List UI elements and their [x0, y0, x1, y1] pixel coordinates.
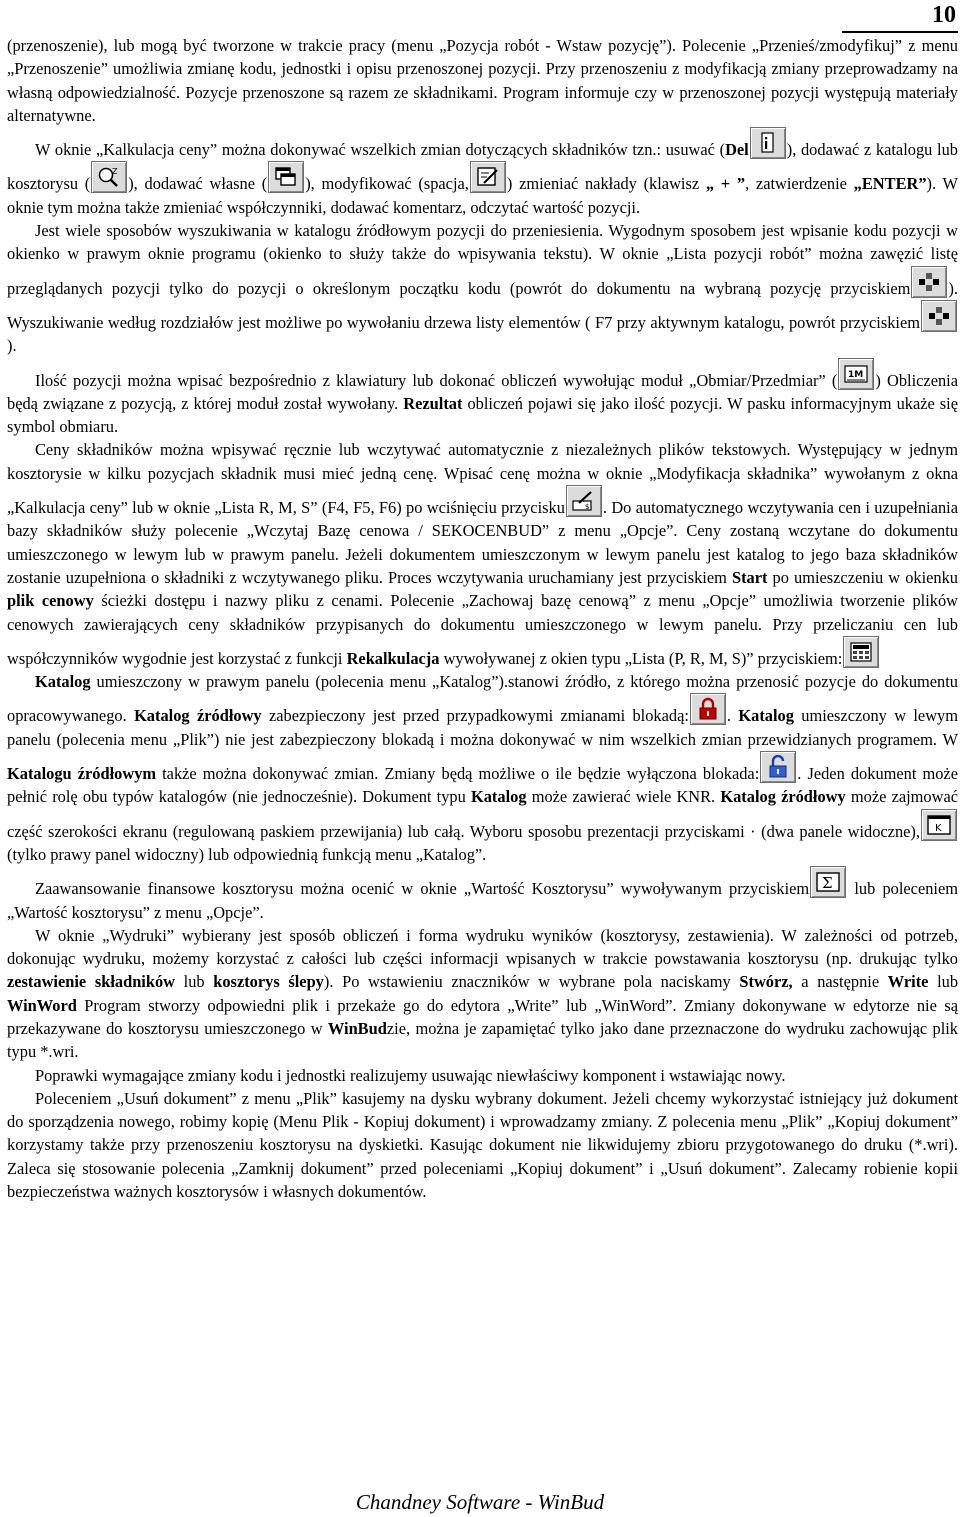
modify-edit-icon — [470, 161, 506, 193]
document-body — [7, 34, 958, 1203]
paragraph-6: Katalog umieszczony w prawym panelu (polecenia menu „Katalog”).stanowi źródło, z którego można przenosić pozycje do dokumentu opracowywanego. Katalog źródłowy zabezpieczony jest przed przypadkowymi zmianami blokadą: . Katalog umieszczony w lewym panelu (polecenia menu „Plik”) nie jest zabezpieczony blokadą i można dokonywać w nim wszelkich zmian przewidzianych programem. W Katalogu źródłowym także można dokonywać zmian. Zmiany będą możliwe o ile będzie wyłączona blokada: . Jeden dokument może pełnić rolę obu typów katalogów (nie jednocześnie). Dokument typu Katalog może zawierać wiele KNR. Katalog źródłowy może zajmować część szerokości ekranu (regulowaną paskiem przewijania) lub całą. Wyboru sposobu prezentacji przyciskami · (dwa panele widoczne), K (tylko prawy panel widoczny) lub odpowiednią funkcją menu „Katalog”. — [7, 672, 959, 864]
paragraph-8: W oknie „Wydruki” wybierany jest sposób obliczeń i forma wydruku wyników (kosztorysy, zestawienia). W zależności od potrzeb, dokonując wydruku, możemy korzystać z całości lub części informacji wpisanych w trakcie powstawania kosztorysu (np. drukując tylko zestawienie składników lub kosztorys ślepy). Po wstawieniu znaczników w wybrane pola naciskamy Stwórz, a następnie Write lub WinWord Program stworzy odpowiedni plik i przekaże go do edytora „Write” lub „WinWord”. Zmiany dokonywane w edytorze nie są przekazywane do kosztorysu umieszczonego w WinBudzie, można je zapamiętać tylko jako dane przeznaczone do wydruku zachowując plik typu *.wri. — [7, 925, 959, 1062]
recalculation-icon — [843, 636, 879, 668]
svg-text:1M: 1M — [848, 369, 864, 380]
sigma-icon — [810, 866, 846, 898]
lock-closed-icon — [690, 693, 726, 725]
svg-text:$: $ — [584, 503, 590, 512]
paragraph-3: Jest wiele sposobów wyszukiwania w katalogu źródłowym pozycji do przeniesienia. Wygodnym sposobem jest wpisanie kodu pozycji w okienko w prawym oknie programu (okienko to służy także do wpisywania tekstu). W oknie „Lista pozycji robót” można zawęzić listę przeglądanych pozycji tylko do pozycji o określonym początku kodu (powrót do dokumentu na wybraną pozycję przyciskiem ). Wyszukiwanie według rozdziałów jest możliwe po wywołaniu drzewa listy elementów ( F7 przy aktywnym katalogu, powrót przyciskiem ). — [7, 221, 958, 356]
paragraph-5: Ceny składników można wpisywać ręcznie lub wczytywać automatycznie z niezależnych plików tekstowych. Występujący w jednym kosztorysie w kilku pozycjach składnik musi mieć jedną cenę. Wpisać cenę można w oknie „Modyfikacja składnika” wywołanym z okna „Kalkulacja ceny” lub w oknie „Lista R, M, S” (F4, F5, F6) po wciśnięciu przycisku $ . Do automatycznego wczytywania cen i uzupełniania bazy składników służy polecenie „Wczytaj Bazę cenowa / SEKOCENBUD” z menu „Opcje”. Ceny zostaną wczytane do dokumentu umieszczonego w lewym lub w prawym panelu. Jeżeli dokumentem umieszczonym w lewym panelu jest katalog to jego baza składników zostanie uzupełniona o składniki z wczytywanego pliku. Proces wczytywania uruchamiany jest przyciskiem Start po umieszczeniu w okienku plik cenowy ścieżki dostępu i nazwy pliku z cenami. Polecenie „Zachowaj bazę cenową” z menu „Opcje” umożliwia tworzenie plików cenowych zawierających ceny składników przypisanych do dokumentu umieszczonego w lewym panelu. Przy przeliczaniu cen lub współczynników wygodnie jest korzystać z funkcji Rekalkulacja wywoływanej z okien typu „Lista (P, R, M, S)” przyciskiem: — [7, 440, 958, 668]
paragraph-2: W oknie „Kalkulacja ceny” można dokonywać wszelkich zmian dotyczących składników tzn.: usuwać (Del ), dodawać z katalogu lub kosztorysu ( Z ), dodawać własne ( ), modyfikować (spacja, ) zmieniać nakłady (klawisz „ + ”, zatwierdzenie „ENTER”). W oknie tym można także zmieniać współczynniki, dodawać komentarz, odczytać wartość pozycji. — [7, 127, 958, 219]
lock-open-icon — [760, 751, 796, 783]
svg-text:Z: Z — [112, 167, 118, 177]
svg-text:K: K — [935, 822, 942, 834]
paragraph-7: Zaawansowanie finansowe kosztorysu można ocenić w oknie „Wartość Kosztorysu” wywoływanym przyciskiem Σ lub poleceniem „Wartość kosztorysu” z menu „Opcje”. — [7, 866, 958, 924]
right-panel-only-icon — [921, 809, 957, 841]
paragraph-9: Poprawki wymagające zmiany kodu i jednostki realizujemy usuwając niewłaściwy komponent i wstawiając nowy. — [35, 1065, 786, 1085]
page-number: 10 — [842, 0, 958, 33]
measurement-module-icon — [838, 358, 874, 390]
paragraph-10: Poleceniem „Usuń dokument” z menu „Plik” kasujemy na dysku wybrany dokument. Jeżeli chcemy wykorzystać istniejący już dokument do sporządzenia nowego, robimy kopię (Menu Plik - Kopiuj dokument) i wprowadzamy zmiany. Z polecenia menu „Plik” „Kopiuj dokument” korzystamy także przy przenoszeniu kosztorysu na dyskietki. Kasując dokument nie likwidujemy zbioru przygotowanego do druku (*.wri). Zaleca się stosowanie polecenia „Zamknij dokument” przed poleceniami „Kopiuj dokument” i „Usuń dokument”. Zalecamy robienie kopii bezpieczeństwa ważnych kosztorysów i własnych dokumentów. — [7, 1088, 958, 1202]
paragraph-4: Ilość pozycji można wpisać bezpośrednio z klawiatury lub dokonać obliczeń wywołując moduł „Obmiar/Przedmiar” ( 1M ) Obliczenia będą związane z pozycją, z której moduł został wywołany. Rezultat obliczeń pojawi się jako ilość pozycji. W pasku informacyjnym ukaże się symbol obmiaru. — [7, 358, 958, 439]
page-footer: Chandney Software - WinBud — [355, 1490, 605, 1514]
return-to-document-icon — [911, 266, 947, 298]
delete-button-icon — [750, 127, 786, 159]
svg-text:Σ: Σ — [822, 874, 833, 893]
add-own-window-icon — [268, 161, 304, 193]
price-edit-icon — [566, 485, 602, 517]
return-from-tree-icon — [921, 300, 957, 332]
paragraph-1: (przenoszenie), lub mogą być tworzone w trakcie pracy (menu „Pozycja robót - Wstaw pozycję”). Polecenie „Przenieś/zmodyfikuj” z menu „Przenoszenie” umożliwia zmianę kodu, jednostki i opisu przenoszonej pozycji. Przy przenoszeniu z modyfikacją zmiany przeprowadzamy na własną odpowiedzialność. Pozycje przenoszone są razem ze składnikami. Program informuje czy w przenoszonej pozycji występują materiały alternatywne. — [7, 36, 958, 125]
catalog-search-icon — [91, 161, 127, 193]
